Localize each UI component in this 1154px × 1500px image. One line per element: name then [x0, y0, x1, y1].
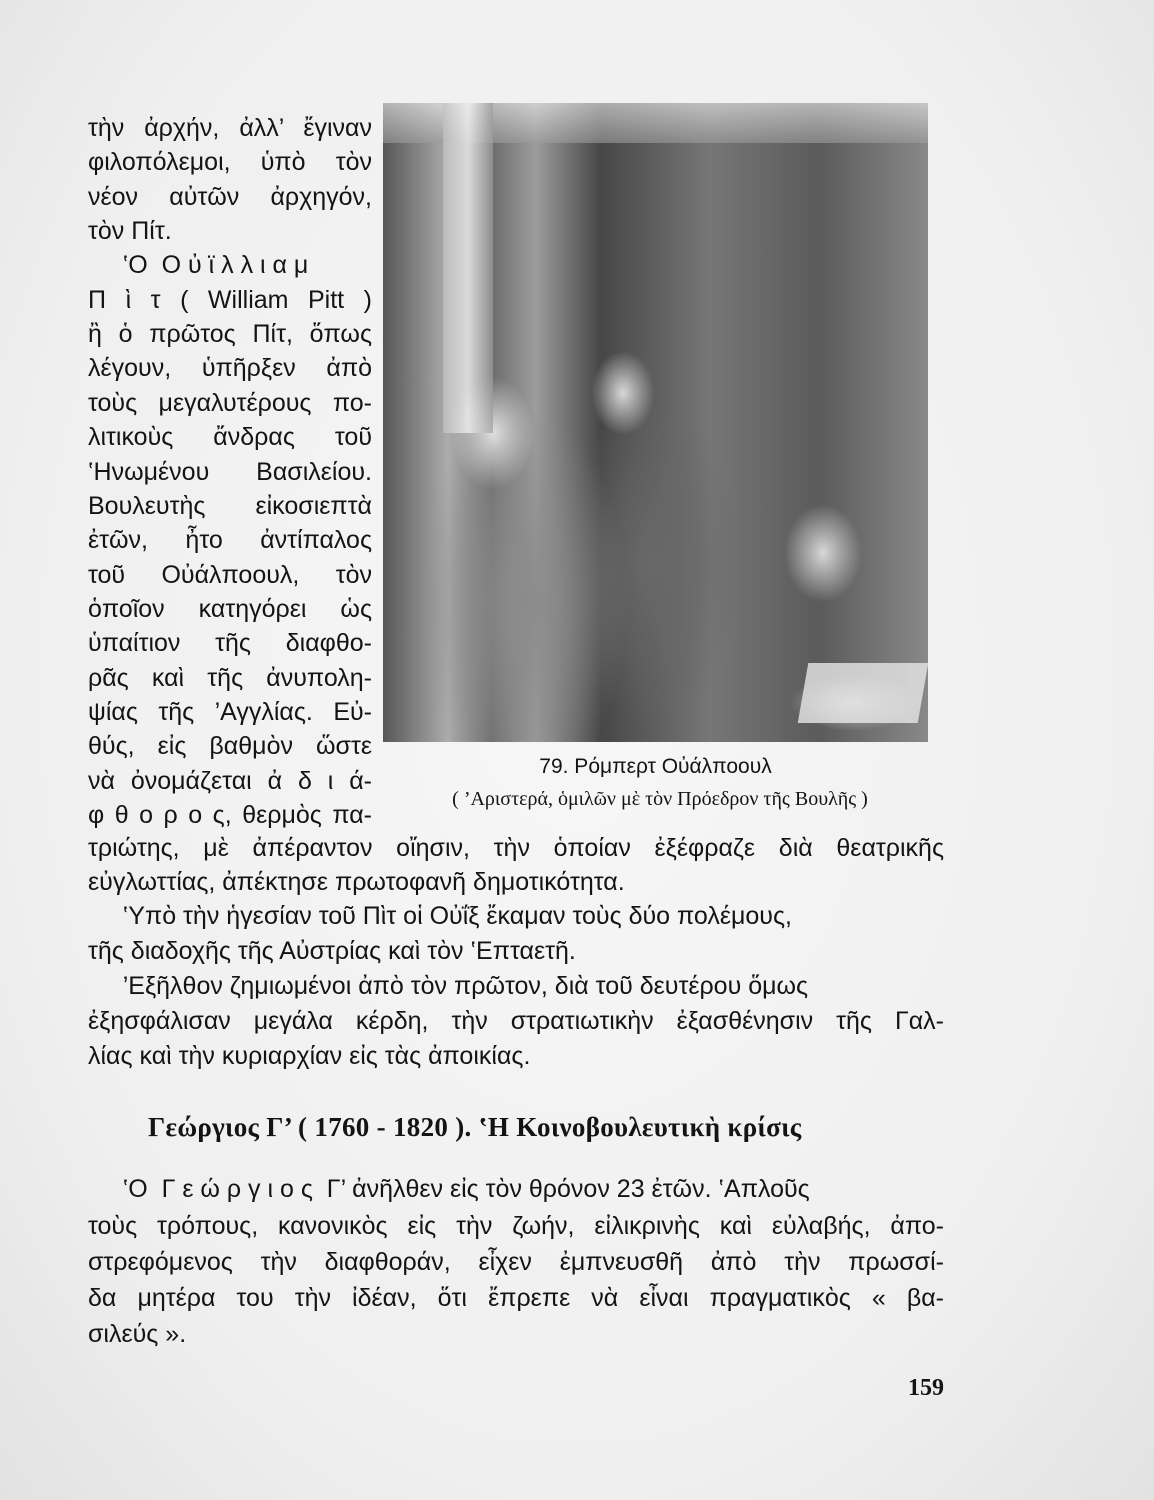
- text-line: Π ὶ τ ( William Pitt ): [88, 286, 372, 314]
- text-line: λίας καὶ τὴν κυριαρχίαν εἰς τὰς ἀποικίας.: [88, 1042, 531, 1070]
- text-line: τὸν Πίτ.: [88, 217, 172, 245]
- text-line: νέον αὐτῶν ἀρχηγόν,: [88, 183, 372, 211]
- text-line: φ θ ο ρ ο ς, θερμὸς πα-: [88, 801, 372, 829]
- text-line: σιλεύς ».: [88, 1320, 187, 1348]
- text-line: τοὺς τρόπους, κανονικὸς εἰς τὴν ζωήν, εἰλικρινὴς καὶ εὐλαβής, ἀπο-: [88, 1212, 944, 1240]
- text-line: ψίας τῆς ’Αγγλίας. Εὐ-: [88, 698, 372, 726]
- page-number: 159: [908, 1375, 944, 1401]
- text-line: στρεφόμενος τὴν διαφθοράν, εἶχεν ἐμπνευσθῆ ἀπὸ τὴν πρωσσί-: [88, 1248, 944, 1276]
- text-line: ‛Υπὸ τὴν ἡγεσίαν τοῦ Πὶτ οἱ Οὐΐξ ἔκαμαν τοὺς δύο πολέμους,: [88, 902, 792, 930]
- text-line: ἐτῶν, ἦτο ἀντίπαλος: [88, 526, 372, 554]
- illustration-book: [798, 663, 928, 723]
- figure-caption-note: ( ’Αριστερά, ὁμιλῶν μὲ τὸν Πρόεδρον τῆς Βουλῆς ): [452, 788, 868, 810]
- text-line: τὴν ἀρχήν, ἀλλ’ ἔγιναν: [88, 114, 372, 142]
- text-line: ὁποῖον κατηγόρει ὡς: [88, 595, 372, 623]
- text-line: λέγουν, ὑπῆρξεν ἀπὸ: [88, 354, 372, 382]
- text-line: ἐξησφάλισαν μεγάλα κέρδη, τὴν στρατιωτικὴν ἐξασθένησιν τῆς Γαλ-: [88, 1007, 944, 1035]
- text-line: φιλοπόλεμοι, ὑπὸ τὸν: [88, 148, 372, 176]
- text-line: ‛Ηνωμένου Βασιλείου.: [88, 458, 372, 486]
- text-line: εὐγλωττίας, ἀπέκτησε πρωτοφανῆ δημοτικότητα.: [88, 868, 625, 896]
- text-line: ‛Ο Ο ὐ ϊ λ λ ι α μ: [88, 251, 309, 279]
- figure-caption-title: 79. Ρόμπερτ Οὐάλποουλ: [539, 755, 772, 778]
- text-line: ‛Ο Γ ε ώ ρ γ ι ο ς Γ’ ἀνῆλθεν εἰς τὸν θρόνον 23 ἐτῶν. ‛Απλοῦς: [88, 1175, 810, 1203]
- text-line: ἢ ὁ πρῶτος Πίτ, ὅπως: [88, 320, 372, 348]
- text-line: Βουλευτὴς εἰκοσιεπτὰ: [88, 492, 372, 520]
- text-line: ρᾶς καὶ τῆς ἀνυπολη-: [88, 664, 372, 692]
- text-line: λιτικοὺς ἄνδρας τοῦ: [88, 423, 372, 451]
- text-line: θύς, εἰς βαθμὸν ὥστε: [88, 732, 372, 760]
- text-line: ’Εξῆλθον ζημιωμένοι ἀπὸ τὸν πρῶτον, διὰ τοῦ δευτέρου ὅμως: [88, 972, 809, 1000]
- text-line: τῆς διαδοχῆς τῆς Αὐστρίας καὶ τὸν ‛Επταετῆ.: [88, 937, 576, 965]
- section-heading: Γεώργιος Γ’ ( 1760 - 1820 ). ‛Η Κοινοβουλευτικὴ κρίσις: [148, 1112, 802, 1142]
- illustration-walpole-parliament: [383, 103, 928, 742]
- text-line: τοῦ Οὐάλποουλ, τὸν: [88, 561, 372, 589]
- illustration-column: [443, 103, 493, 433]
- text-line: νὰ ὀνομάζεται ἀ δ ι ά-: [88, 767, 372, 795]
- text-line: δα μητέρα του τὴν ἰδέαν, ὅτι ἔπρεπε νὰ εἶναι πραγματικὸς « βα-: [88, 1284, 944, 1312]
- text-line: τριώτης, μὲ ἀπέραντον οἴησιν, τὴν ὁποίαν ἐξέφραζε διὰ θεατρικῆς: [88, 834, 944, 862]
- text-line: ὑπαίτιον τῆς διαφθο-: [88, 629, 372, 657]
- text-line: τοὺς μεγαλυτέρους πο-: [88, 389, 372, 417]
